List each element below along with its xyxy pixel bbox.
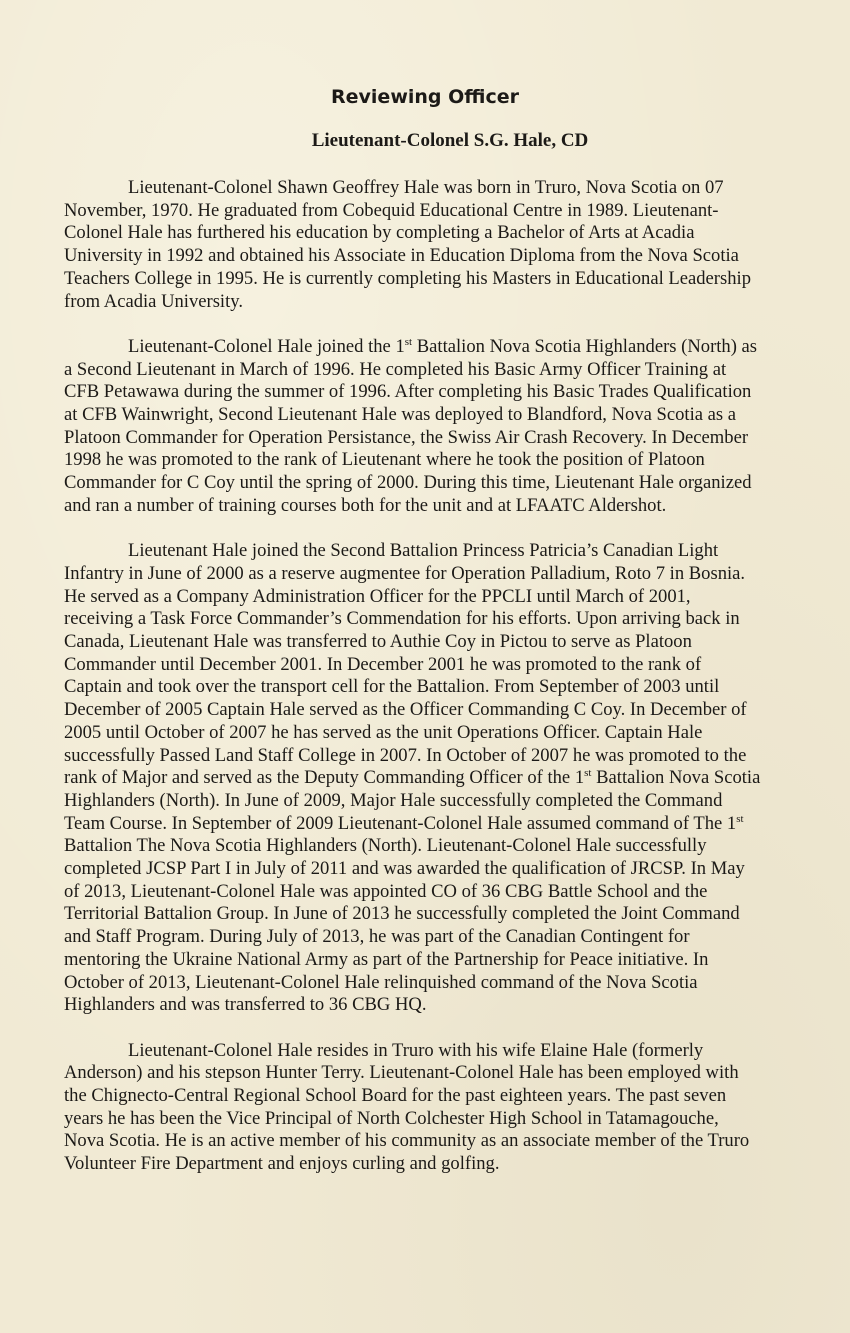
text-line: successfully Passed Land Staff College in 2007. In October of 2007 he was promoted to the — [64, 744, 747, 766]
ordinal-suffix: st — [404, 335, 413, 348]
text-line: Lieutenant Hale joined the Second Battalion Princess Patricia’s Canadian Light — [128, 540, 719, 562]
text-line: Highlanders (North). In June of 2009, Major Hale successfully completed the Command — [64, 789, 723, 811]
paragraph-education — [64, 177, 834, 313]
text-line: completed JCSP Part I in July of 2011 and was awarded the qualification of JRCSP. In May — [64, 858, 745, 880]
text-line: December of 2005 Captain Hale served as the Officer Commanding C Coy. In December of — [64, 699, 747, 721]
text-line: and Staff Program. During July of 2013, he was part of the Canadian Contingent for — [64, 926, 690, 948]
text-line: Nova Scotia. He is an active member of his community as an associate member of the Truro — [64, 1130, 750, 1152]
text-line: from Acadia University. — [64, 290, 244, 312]
ordinal-suffix: st — [736, 812, 744, 825]
section-heading: Reviewing Officer — [331, 86, 519, 108]
text-segment: Battalion Nova Scotia — [591, 767, 761, 789]
text-segment: Lieutenant-Colonel Hale joined the 1 — [128, 335, 405, 357]
text-line: Lieutenant-Colonel Hale resides in Truro with his wife Elaine Hale (formerly — [128, 1039, 704, 1061]
text-line: Anderson) and his stepson Hunter Terry. Lieutenant-Colonel Hale has been employed with — [64, 1062, 739, 1084]
text-line: Canada, Lieutenant Hale was transferred to Authie Coy in Pictou to serve as Platoon — [64, 631, 692, 653]
text-line — [64, 767, 834, 790]
text-line: 1998 he was promoted to the rank of Lieutenant where he took the position of Platoon — [64, 449, 705, 471]
text-line: Battalion The Nova Scotia Highlanders (North). Lieutenant-Colonel Hale successfully — [64, 835, 707, 857]
text-line: 2005 until October of 2007 he has served as the unit Operations Officer. Captain Hale — [64, 721, 703, 743]
text-line: receiving a Task Force Commander’s Commendation for his efforts. Upon arriving back in — [64, 608, 740, 630]
text-line — [64, 813, 834, 836]
text-line: Platoon Commander for Operation Persistance, the Swiss Air Crash Recovery. In December — [64, 426, 749, 448]
text-line: Captain and took over the transport cell for the Battalion. From September of 2003 until — [64, 676, 720, 698]
text-line: a Second Lieutenant in March of 1996. He completed his Basic Army Officer Training at — [64, 358, 727, 380]
text-line: University in 1992 and obtained his Associate in Education Diploma from the Nova Scotia — [64, 245, 739, 267]
text-line: Volunteer Fire Department and enjoys curling and golfing. — [64, 1153, 500, 1175]
paragraph-early-service — [64, 336, 834, 518]
text-line: Lieutenant-Colonel Shawn Geoffrey Hale was born in Truro, Nova Scotia on 07 — [128, 177, 724, 198]
text-line: of 2013, Lieutenant-Colonel Hale was appointed CO of 36 CBG Battle School and the — [64, 880, 708, 902]
text-line — [64, 336, 834, 359]
text-line: CFB Petawawa during the summer of 1996. After completing his Basic Trades Qualification — [64, 381, 752, 403]
officer-name-heading: Lieutenant-Colonel S.G. Hale, CD — [311, 130, 589, 151]
paragraph-personal — [64, 1040, 834, 1176]
paragraph-career — [64, 540, 834, 1017]
text-line: at CFB Wainwright, Second Lieutenant Hale was deployed to Blandford, Nova Scotia as a — [64, 404, 737, 426]
text-line: Infantry in June of 2000 as a reserve augmentee for Operation Palladium, Roto 7 in Bosnia. — [64, 562, 746, 584]
text-line: Commander until December 2001. In December 2001 he was promoted to the rank of — [64, 653, 702, 675]
text-line: Colonel Hale has furthered his education by completing a Bachelor of Arts at Acadia — [64, 222, 695, 244]
text-line: He served as a Company Administration Officer for the PPCLI until March of 2001, — [64, 585, 691, 607]
text-segment: Battalion Nova Scotia Highlanders (North) as — [412, 335, 758, 357]
text-line: mentoring the Ukraine National Army as part of the Partnership for Peace initiative. In — [64, 948, 709, 970]
text-line: Commander for C Coy until the spring of 2000. During this time, Lieutenant Hale organized — [64, 472, 752, 494]
text-line: years he has been the Vice Principal of North Colchester High School in Tatamagouche, — [64, 1107, 719, 1129]
text-segment: Team Course. In September of 2009 Lieutenant-Colonel Hale assumed command of The 1 — [64, 812, 737, 834]
ordinal-suffix: st — [584, 767, 592, 780]
text-segment: rank of Major and served as the Deputy Commanding Officer of the 1 — [64, 767, 585, 789]
biography-body — [64, 177, 834, 1199]
text-line: October of 2013, Lieutenant-Colonel Hale relinquished command of the Nova Scotia — [64, 971, 698, 993]
text-line: Teachers College in 1995. He is currently completing his Masters in Educational Leadership — [64, 267, 751, 289]
text-line: the Chignecto-Central Regional School Board for the past eighteen years. The past seven — [64, 1085, 727, 1107]
text-line: and ran a number of training courses both for the unit and at LFAATC Aldershot. — [64, 494, 667, 516]
text-line: Territorial Battalion Group. In June of 2013 he successfully completed the Joint Command — [64, 903, 740, 925]
text-line: November, 1970. He graduated from Cobequid Educational Centre in 1989. Lieutenant- — [64, 199, 719, 221]
text-line: Highlanders and was transferred to 36 CBG HQ. — [64, 994, 427, 1016]
